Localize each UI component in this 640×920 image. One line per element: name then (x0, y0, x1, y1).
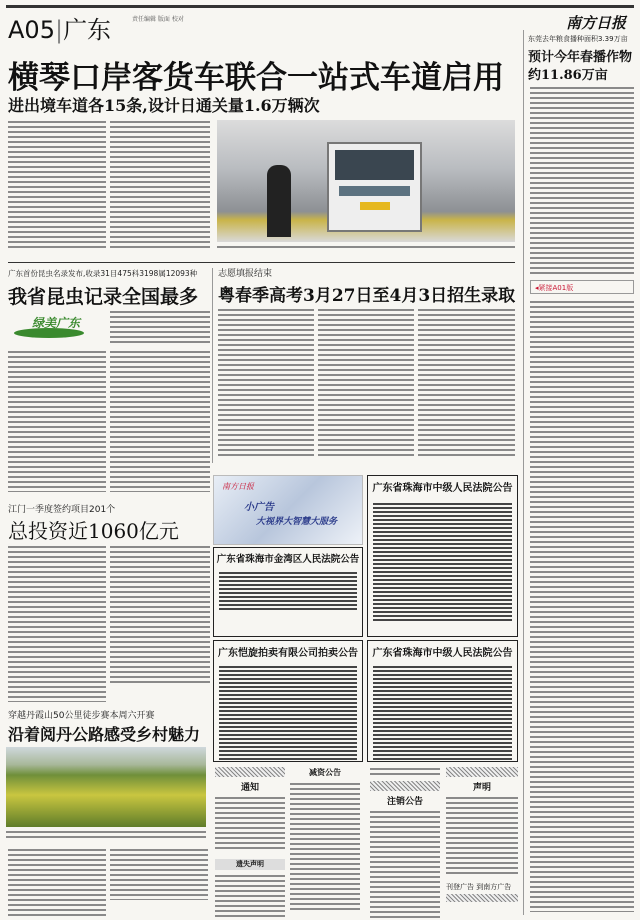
insects-body-top (110, 310, 210, 346)
column-divider (212, 268, 213, 463)
gaokao-body-col1 (218, 308, 314, 458)
notice-zhonji-1-title: 广东省珠海市中级人民法院公告 (372, 483, 513, 494)
notice-auction-title: 广东恺旋拍卖有限公司拍卖公告 (218, 648, 358, 659)
separator: | (54, 16, 64, 44)
notice-jinwan-title: 广东省珠海市金湾区人民法院公告 (216, 554, 360, 565)
notice-statement-title: 声明 (472, 783, 491, 793)
notice-jinwan-court (213, 547, 363, 637)
gaokao-kicker: 志愿填报结束 (218, 269, 273, 279)
ad-slogan-1: 小广告 (244, 502, 274, 513)
sidebar-divider (523, 30, 524, 915)
officer-figure (267, 165, 291, 237)
notice-lost-title: 遗失声明 (215, 859, 285, 870)
divider (8, 262, 515, 263)
sidebar-continued-body (530, 300, 634, 912)
photo-caption (217, 245, 515, 250)
insects-body-col1 (8, 350, 106, 492)
jiangmen-kicker: 江门一季度签约项目201个 (8, 505, 116, 515)
yuedan-photo-fields (6, 747, 206, 827)
sidebar-kicker: 东莞去年粮食播种面积3.39万亩 (528, 35, 628, 43)
sidebar-headline-1: 预计今年春播作物 (528, 50, 633, 65)
notice-zhuhai-intermediate-court-2 (367, 640, 518, 762)
yuedan-body-col1 (8, 848, 106, 916)
ad-paper-logo: 南方日报 (222, 482, 254, 491)
jiangmen-body-col2 (110, 545, 210, 685)
gaokao-headline: 粤春季高考3月27日至4月3日招生录取 (218, 286, 516, 306)
green-guangdong-logo: 绿美广东 (14, 314, 94, 340)
notice-zhonji-2-title: 广东省珠海市中级人民法院公告 (372, 648, 513, 659)
notice-tongzhi-title: 通知 (240, 783, 259, 793)
lead-subhead: 进出境车道各15条,设计日通关量1.6万辆次 (8, 96, 320, 115)
notice-zhuhai-intermediate-court-1 (367, 475, 518, 637)
ad-placement-prompt[interactable]: 刊登广告 到南方广告 (446, 883, 512, 891)
jiangmen-headline: 总投资近1060亿元 (8, 519, 179, 543)
yuedan-kicker: 穿越丹霞山50公里徒步赛本周六开赛 (8, 711, 155, 721)
lead-body-col2 (110, 120, 210, 248)
page-number: A05 (8, 16, 55, 44)
top-rule (6, 5, 634, 8)
gaokao-body-col3 (418, 308, 515, 458)
insects-headline: 我省昆虫记录全国最多 (8, 286, 199, 308)
sidebar-headline-2: 约11.86万亩 (528, 68, 608, 83)
classified-col-1 (215, 767, 285, 917)
classified-col-2 (290, 767, 360, 917)
lead-headline: 横琴口岸客货车联合一站式车道启用 (8, 60, 504, 96)
notice-kaixuan-auction (213, 640, 363, 762)
insects-kicker: 广东首份昆虫名录发布,收录31目475科3198属12093种 (8, 269, 198, 278)
lead-body-col1 (8, 120, 106, 248)
insects-body-col2 (110, 350, 210, 492)
jiangmen-body-col1 (8, 545, 106, 702)
newspaper-ad-banner[interactable] (213, 475, 363, 545)
classified-col-3 (370, 767, 440, 917)
lead-photo-truck (217, 120, 515, 242)
notice-deregistration-title: 注销公告 (386, 797, 423, 807)
yuedan-headline: 沿着阅丹公路感受乡村魅力 (8, 725, 201, 744)
section-name: 广东 (63, 16, 112, 44)
notice-capital-reduction-title: 减资公告 (309, 767, 341, 777)
classified-col-4 (446, 767, 518, 917)
yuedan-body-col2 (110, 848, 208, 900)
ad-slogan-2: 大视界大智慧大服务 (256, 517, 338, 527)
editor-credits: 责任编辑 版面 校对 (132, 16, 184, 23)
page-section (8, 10, 111, 45)
gaokao-body-col2 (318, 308, 414, 458)
paper-logo: 南方日报 (566, 14, 627, 32)
yuedan-caption (6, 830, 206, 840)
truck-shape (327, 142, 422, 232)
sidebar-body (530, 86, 634, 274)
jump-link-a01[interactable]: ◂紧接A01版 (530, 280, 634, 294)
